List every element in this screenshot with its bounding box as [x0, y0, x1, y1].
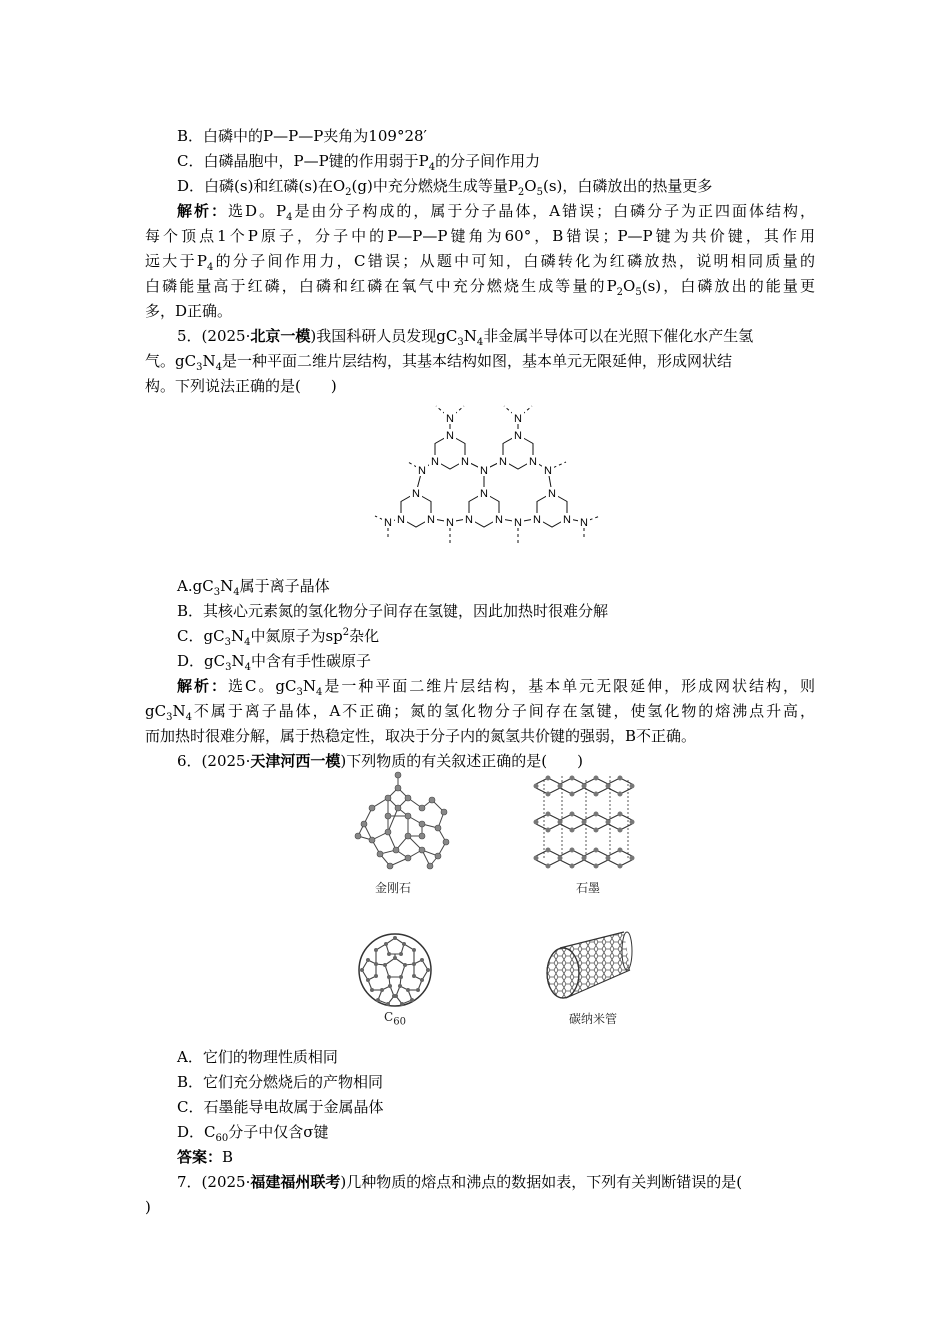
q5-stem-line-2: [145, 349, 815, 373]
subscript: 3: [224, 637, 231, 648]
caption-c60: [355, 1010, 435, 1028]
option-text: (s)，白磷放出的热量更多: [542, 177, 713, 195]
nitrogen-label: N: [499, 456, 507, 468]
caption-diamond: 金刚石: [374, 881, 411, 895]
q6-option-a: [177, 1045, 847, 1069]
option-label: C．: [177, 152, 204, 170]
explanation-text: 白磷能量高于红磷，白磷和红磷在氧气中充分燃烧生成等量的P: [145, 277, 617, 295]
q6-option-c: [177, 1095, 847, 1119]
option-text: 杂化: [349, 627, 380, 645]
stem-text: ): [145, 1198, 151, 1216]
explanation-text: 多，D正确。: [145, 302, 233, 320]
q6-stem: [177, 749, 847, 773]
nitrogen-label: N: [446, 517, 454, 529]
option-text: N: [220, 577, 234, 595]
nitrogen-label: N: [533, 514, 541, 526]
source-tag: (2025·: [201, 327, 251, 345]
q6-option-d: [177, 1120, 847, 1144]
superscript: 2: [342, 627, 350, 638]
subscript: 4: [428, 162, 436, 173]
stem-text: 构。下列说法正确的是( ): [145, 377, 337, 395]
q4-explanation-line-5: [145, 299, 815, 323]
explanation-text: N: [302, 677, 316, 695]
option-text: 属于离子晶体: [239, 577, 330, 595]
explanation-text: 的分子间作用力，C错误；从题中可知，白磷转化为红磷放热，说明相同质量的: [213, 252, 815, 270]
nitrogen-label: N: [446, 413, 454, 425]
q4-explanation-line-3: [145, 249, 815, 273]
nitrogen-label: N: [548, 488, 556, 500]
source-name: 北京一模: [250, 327, 311, 345]
nitrogen-label: N: [563, 514, 571, 526]
answer-label: 答案：: [177, 1148, 223, 1166]
option-text: 中氮原子为sp: [250, 627, 343, 645]
subscript: 4: [185, 712, 192, 723]
q4-explanation-line-4: [145, 274, 815, 298]
nitrogen-label: N: [529, 456, 537, 468]
explanation-text: 而加热时很难分解，属于热稳定性，取决于分子内的氮氢共价键的强弱，B不正确。: [145, 727, 697, 745]
option-text: 分子中仅含σ键: [228, 1123, 329, 1141]
option-text: 白磷中的P—P—P夹角为109°28′: [203, 127, 427, 145]
stem-text: 非金属半导体可以在光照下催化水产生氢: [483, 327, 754, 345]
q5-stem-line-3: [145, 374, 815, 398]
explanation-text: 是一种平面二维片层结构，基本单元无限延伸，形成网状结构，则: [322, 677, 815, 695]
explanation-text: 远大于P: [145, 252, 207, 270]
q4-option-d: [177, 174, 847, 198]
subscript: 4: [316, 687, 323, 698]
nitrogen-label: N: [514, 430, 522, 442]
q4-explanation-line-2: [145, 224, 815, 248]
nitrogen-label: N: [418, 465, 426, 477]
nanotube-structure-figure: [540, 928, 634, 1004]
option-text: 白磷(s)和红磷(s)在O: [204, 177, 346, 195]
option-text: (g)中充分燃烧生成等量P: [351, 177, 518, 195]
q5-option-b: [177, 599, 847, 623]
caption-graphite: 石墨: [575, 881, 600, 895]
nitrogen-label: N: [446, 430, 454, 442]
question-number: 7．: [177, 1173, 202, 1191]
q7-stem-end: [145, 1195, 815, 1219]
option-text: 它们充分燃烧后的产物相同: [203, 1073, 384, 1091]
q5-option-d: [177, 649, 847, 673]
option-text: 其核心元素氮的氢化物分子间存在氢键，因此加热时很难分解: [203, 602, 609, 620]
option-text: 白磷晶胞中，P—P键的作用弱于P: [203, 152, 429, 170]
q5-explanation-line-2: [145, 699, 815, 723]
nitrogen-label: N: [465, 514, 473, 526]
subscript: 2: [616, 287, 624, 298]
option-text: gC: [204, 652, 226, 670]
option-text: gC: [203, 627, 225, 645]
graphite-structure-figure: [530, 772, 640, 870]
nitrogen-label: N: [427, 514, 435, 526]
option-text: 它们的物理性质相同: [202, 1048, 338, 1066]
subscript: 4: [286, 212, 293, 223]
source-tag: ): [310, 327, 317, 345]
subscript: 60: [215, 1133, 229, 1144]
subscript: 60: [393, 1016, 406, 1028]
q5-option-c: [177, 624, 847, 648]
q6-option-b: [177, 1070, 847, 1094]
explanation-label: 解析：: [177, 202, 228, 220]
nitrogen-label: N: [431, 456, 439, 468]
q4-explanation-line-1: [177, 199, 815, 223]
subscript: 4: [233, 587, 240, 598]
subscript: 4: [206, 262, 214, 273]
option-label: C．: [177, 1098, 204, 1116]
explanation-text: gC: [145, 702, 167, 720]
option-label: B．: [177, 127, 204, 145]
question-number: 6．: [177, 752, 202, 770]
nitrogen-label: N: [495, 514, 503, 526]
diamond-structure-figure: [350, 770, 460, 872]
question-number: 5．: [177, 327, 202, 345]
explanation-text: 每个顶点1个P原子，分子中的P—P—P键角为60°，B错误；P—P键为共价键，其作用: [145, 227, 815, 245]
subscript: 2: [345, 187, 352, 198]
subscript: 3: [296, 687, 303, 698]
nitrogen-label: N: [544, 465, 552, 477]
nitrogen-label: N: [384, 517, 392, 529]
source-tag: (2025·: [201, 1173, 251, 1191]
nitrogen-label: N: [480, 465, 488, 477]
source-tag: ): [340, 1173, 347, 1191]
option-text: 中含有手性碳原子: [251, 652, 372, 670]
stem-text: 几种物质的熔点和沸点的数据如表，下列有关判断错误的是(: [346, 1173, 743, 1191]
option-label: D．: [177, 652, 205, 670]
q5-stem-line-1: [177, 324, 815, 348]
source-name: 福建福州联考: [250, 1173, 341, 1191]
nitrogen-label: N: [480, 488, 488, 500]
nitrogen-label: N: [580, 517, 588, 529]
explanation-text: (s)，白磷放出的能量更: [641, 277, 815, 295]
nitrogen-label: N: [412, 488, 420, 500]
subscript: 3: [166, 712, 173, 723]
option-text: C: [204, 1123, 216, 1141]
subscript: 4: [476, 337, 484, 348]
explanation-label: 解析：: [177, 677, 228, 695]
source-tag: ): [340, 752, 347, 770]
option-label: D．: [177, 177, 205, 195]
subscript: 5: [536, 187, 543, 198]
q5-explanation-line-1: [177, 674, 815, 698]
q4-option-b: [177, 124, 847, 148]
subscript: 3: [457, 337, 464, 348]
option-text: N: [230, 627, 245, 645]
option-label: B．: [177, 1073, 204, 1091]
explanation-text: O: [623, 277, 636, 295]
nitrogen-label: N: [461, 456, 469, 468]
explanation-text: 选C。gC: [227, 677, 297, 695]
subscript: 3: [213, 587, 221, 598]
explanation-text: 选D。P: [227, 202, 287, 220]
caption-nanotube: 碳纳米管: [568, 1012, 617, 1026]
q5-explanation-line-3: [145, 724, 815, 748]
caption-text: C: [384, 1010, 394, 1024]
explanation-text: N: [172, 702, 186, 720]
option-text: N: [231, 652, 245, 670]
q7-stem: [177, 1170, 815, 1194]
nitrogen-label: N: [514, 517, 522, 529]
q5-option-a: [177, 574, 847, 598]
option-label: B．: [177, 602, 204, 620]
stem-text: N: [463, 327, 477, 345]
option-label: D．: [177, 1123, 205, 1141]
nitrogen-label: N: [514, 413, 522, 425]
stem-text: 是一种平面二维片层结构，其基本结构如图，基本单元无限延伸，形成网状结: [221, 352, 732, 370]
option-text: A.gC: [177, 577, 214, 595]
stem-text: 我国科研人员发现gC: [316, 327, 458, 345]
subscript: 2: [517, 187, 525, 198]
stem-text: N: [202, 352, 216, 370]
subscript: 4: [215, 362, 222, 373]
option-text: 的分子间作用力: [435, 152, 541, 170]
q4-option-c: [177, 149, 847, 173]
q6-answer: [177, 1145, 847, 1169]
source-name: 天津河西一模: [250, 752, 341, 770]
stem-text: 下列物质的有关叙述正确的是( ): [346, 752, 583, 770]
option-text: 石墨能导电故属于金属晶体: [203, 1098, 384, 1116]
subscript: 4: [244, 637, 251, 648]
explanation-text: 是由分子构成的，属于分子晶体，A错误；白磷分子为正四面体结构，: [292, 202, 815, 220]
subscript: 5: [635, 287, 642, 298]
c60-structure-figure: [352, 930, 438, 1010]
subscript: 4: [244, 662, 251, 673]
option-text: O: [524, 177, 537, 195]
answer-value: B: [222, 1148, 234, 1166]
stem-text: 气。gC: [145, 352, 197, 370]
gc3n4-structure-figure: [370, 398, 610, 550]
nitrogen-label: N: [397, 514, 405, 526]
source-tag: (2025·: [201, 752, 251, 770]
subscript: 3: [196, 362, 203, 373]
option-label: A．: [177, 1048, 203, 1066]
explanation-text: 不属于离子晶体，A不正确；氮的氢化物分子间存在氢键，使氢化物的熔沸点升高，: [191, 702, 815, 720]
option-label: C．: [177, 627, 204, 645]
subscript: 3: [225, 662, 232, 673]
